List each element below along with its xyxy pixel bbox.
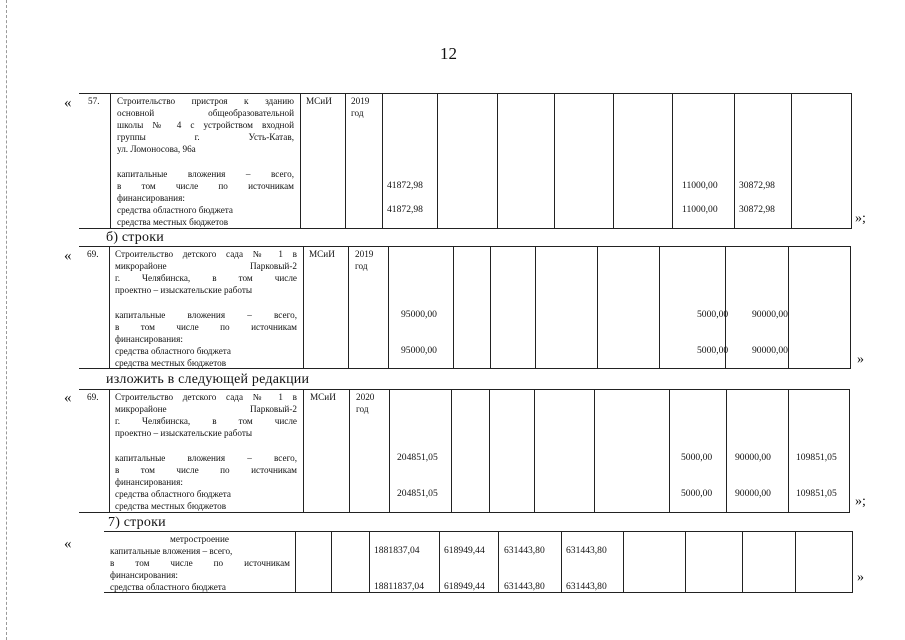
value-regional: 5000,00 [681,488,713,499]
capital-value: 1881837,04 [374,545,420,556]
object-title-line: Строительство пристроя к зданию [117,96,294,106]
year: 2019 [351,96,370,106]
page-number: 12 [440,44,457,63]
row-number: 69. [87,392,99,402]
page-edge [6,0,7,640]
regional-value: 18811837,04 [374,581,425,592]
quote-close-table-1: »; [855,211,866,226]
col-e [685,531,743,593]
col-d [597,246,660,369]
col-b [490,246,536,369]
quote-open-table-3: « [64,390,72,406]
funding-line: финансирования: [110,570,178,580]
object-title-line: микрорайоне Парковый-2 [115,261,297,271]
section-heading-7: 7) строки [108,515,166,530]
table-row-69-new [79,389,849,513]
object-title-line: Строительство детского сада № 1 в [115,392,297,402]
funding-line: финансирования: [115,334,183,344]
value-regional: 5000,00 [697,345,729,356]
value-regional: 30872,98 [739,204,775,215]
capital-value: 631443,80 [566,545,607,556]
funding-line: в том числе по источникам [115,465,297,475]
total-regional: 41872,98 [387,204,423,215]
object-title-line: г. Челябинска, в том числе [115,273,297,283]
col-g [791,93,852,229]
quote-close-table-2: » [857,352,864,367]
object-title-line: группы г. Усть-Катав, [117,132,294,142]
quote-open-table-4: « [64,536,72,552]
year: 2019 [355,249,374,259]
col-number [79,389,110,513]
funding-line: средства областного бюджета [115,489,231,499]
col-c [534,389,595,513]
year-suffix: год [351,108,364,118]
object-title-line: школы № 4 с устройством входной [117,120,294,130]
object-title-line: микрорайоне Парковый-2 [115,404,297,414]
col-g [788,246,851,369]
year-suffix: год [355,261,368,271]
col-c [554,93,614,229]
value-capital: 5000,00 [697,309,729,320]
regional-value: 631443,80 [566,581,607,592]
funding-line: средства областного бюджета [110,582,226,592]
value-capital: 90000,00 [735,452,771,463]
year: 2020 [356,392,375,402]
object-title-line: г. Челябинска, в том числе [115,416,297,426]
executor: МСиИ [306,96,332,106]
quote-open-table-2: « [64,248,72,264]
col-d [623,531,686,593]
object-title-line: ул. Ломоносова, 96а [117,144,196,154]
col-year [331,531,370,593]
value-regional: 90000,00 [735,488,771,499]
year-suffix: год [356,404,369,414]
value-capital: 90000,00 [752,309,788,320]
object-title-line: проектно – изыскательские работы [115,428,253,438]
regional-value: 631443,80 [504,581,545,592]
col-f [742,531,796,593]
col-g [795,531,853,593]
value-regional: 11000,00 [682,204,718,215]
executor: МСиИ [310,392,336,402]
funding-line: в том числе по источникам [110,558,290,568]
col-d [613,93,673,229]
col-executor [303,389,350,513]
capital-value: 618949,44 [444,545,485,556]
total-capital: 41872,98 [387,180,423,191]
col-executor [303,246,349,369]
table-metro [104,531,852,593]
table-row-57 [79,93,851,229]
object-title: метростроение [170,534,229,544]
total-regional: 204851,05 [397,488,438,499]
col-c [535,246,598,369]
table-row-69-old [79,246,850,369]
regional-value: 618949,44 [444,581,485,592]
row-number: 57. [88,96,100,106]
object-title-line: Строительство детского сада № 1 в [115,249,297,259]
col-b [497,93,555,229]
object-title-line: основной общеобразовательной [117,108,294,118]
funding-line: в том числе по источникам [117,181,294,191]
funding-line: финансирования: [117,193,185,203]
col-executor [295,531,332,593]
funding-line: капитальные вложения – всего, [115,310,297,320]
col-d [594,389,670,513]
total-capital: 204851,05 [397,452,438,463]
col-b [489,389,535,513]
object-title-line: проектно – изыскательские работы [115,285,253,295]
funding-line: средства местных бюджетов [117,217,229,227]
row-number: 69. [87,249,99,259]
funding-line: капитальные вложения – всего, [110,546,233,556]
funding-line: средства местных бюджетов [115,358,227,368]
col-number [79,246,110,369]
col-a [453,246,491,369]
funding-line: капитальные вложения – всего, [115,453,297,463]
section-heading-new-edition: изложить в следующей редакции [106,372,310,387]
col-a [451,389,490,513]
quote-close-table-3: »; [855,494,866,509]
col-a [437,93,498,229]
value-regional: 90000,00 [752,345,788,356]
value-regional: 109851,05 [796,488,837,499]
section-heading-b: б) строки [106,230,164,245]
funding-line: в том числе по источникам [115,322,297,332]
capital-value: 631443,80 [504,545,545,556]
quote-open-table-1: « [64,95,72,111]
value-capital: 5000,00 [681,452,713,463]
funding-line: средства местных бюджетов [115,501,227,511]
quote-close-table-4: » [857,570,864,585]
funding-line: средства областного бюджета [115,346,231,356]
funding-line: средства областного бюджета [117,205,233,215]
value-capital: 30872,98 [739,180,775,191]
col-executor [300,93,346,229]
funding-line: капитальные вложения – всего, [117,169,294,179]
value-capital: 109851,05 [796,452,837,463]
executor: МСиИ [309,249,335,259]
total-capital: 95000,00 [401,309,437,320]
funding-line: финансирования: [115,477,183,487]
total-regional: 95000,00 [401,345,437,356]
col-number [79,93,111,229]
value-capital: 11000,00 [682,180,718,191]
